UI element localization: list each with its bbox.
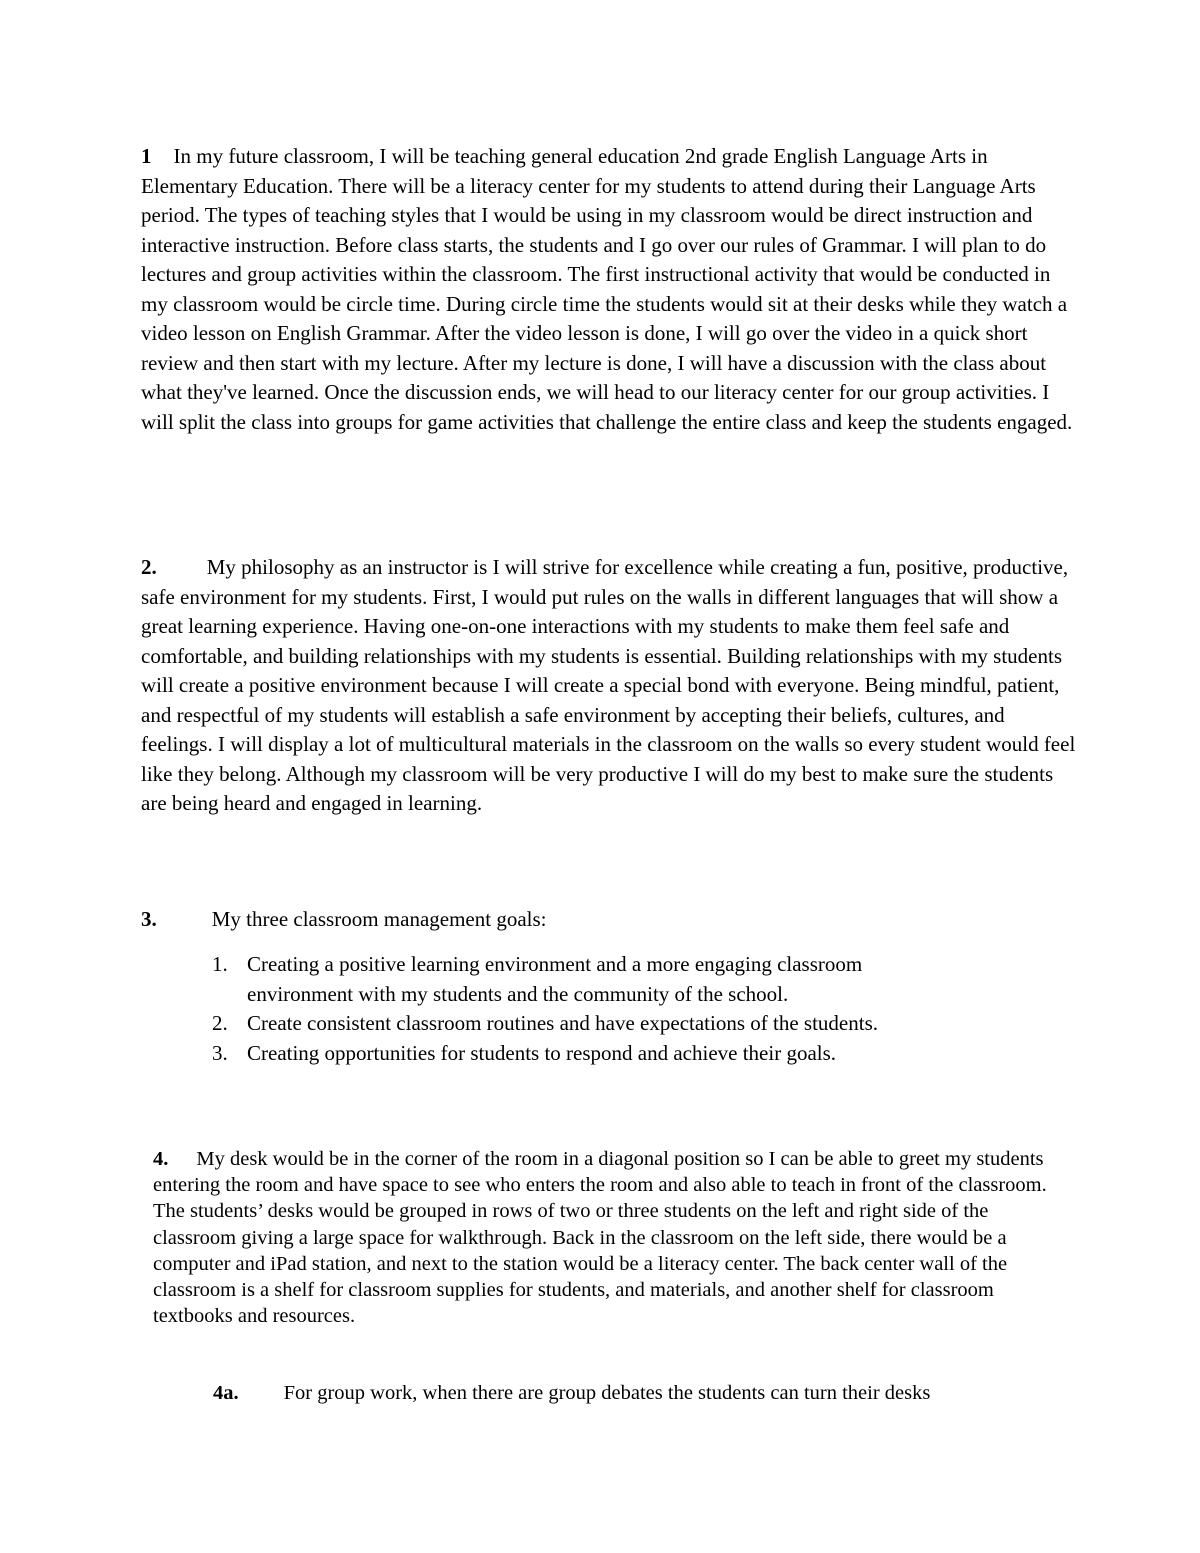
answer-3-heading — [141, 905, 1076, 935]
answer-3-number: 3. — [141, 907, 157, 931]
answer-4a-number: 4a. — [213, 1382, 239, 1404]
answer-2-paragraph — [141, 553, 1076, 819]
answer-2-number: 2. — [141, 555, 157, 579]
goal-text: Create consistent classroom routines and have expectations of the students. — [247, 1011, 878, 1035]
answer-3-text: My three classroom management goals: — [211, 907, 547, 931]
goal-item — [212, 1039, 972, 1069]
goal-number: 2. — [212, 1011, 228, 1035]
answer-4-paragraph — [153, 1146, 1053, 1329]
answer-1-paragraph — [141, 142, 1076, 437]
goal-number: 1. — [212, 952, 228, 976]
answer-1-text: In my future classroom, I will be teaching general education 2nd grade English Language Arts in Elementary Education. There will be a literacy center for my students to attend during their Language Arts period. The types of teaching styles that I would be using in my classroom would be direct instruction and interactive instruction. Before class starts, the students and I go over our rules of Grammar. I will plan to do lectures and group activities within the classroom. The first instructional activity that would be conducted in my classroom would be circle time. During circle time the students would sit at their desks while they watch a video lesson on English Grammar. After the video lesson is done, I will go over the video in a quick short review and then start with my lecture. After my lecture is done, I will have a discussion with the class about what they've learned. Once the discussion ends, we will head to our literacy center for our group activities. I will split the class into groups for game activities that challenge the entire class and keep the students engaged. — [141, 144, 1073, 434]
goal-text: Creating opportunities for students to respond and achieve their goals. — [247, 1040, 837, 1065]
answer-4a-paragraph — [213, 1380, 1073, 1406]
answer-1-number: 1 — [141, 144, 152, 168]
answer-4-text: My desk would be in the corner of the room in a diagonal position so I can be able to greet my students entering the room and have space to see who enters the room and also able to teach in front of the classroom. The students’ desks would be grouped in rows of two or three students on the left and right side of the classroom giving a large space for walkthrough. Back in the classroom on the left side, there would be a computer and iPad station, and next to the station would be a literacy center. The back center wall of the classroom is a shelf for classroom supplies for students, and materials, and another shelf for classroom textbooks and resources. — [153, 1148, 1047, 1328]
answer-4a-text: For group work, when there are group debates the students can turn their desks — [283, 1382, 931, 1404]
goals-list — [212, 950, 972, 1068]
goal-item — [212, 1009, 972, 1039]
goal-item — [212, 950, 972, 1009]
answer-2-text: My philosophy as an instructor is I will strive for excellence while creating a fun, positive, productive, safe environment for my students. First, I would put rules on the walls in different languages that will show a great learning experience. Having one-on-one interactions with my students to make them feel safe and comfortable, and building relationships with my students is essential. Building relationships with my students will create a positive environment because I will create a special bond with everyone. Being mindful, patient, and respectful of my students will establish a safe environment by accepting their beliefs, cultures, and feelings. I will display a lot of multicultural materials in the classroom on the walls so every student would feel like they belong. Although my classroom will be very productive I will do my best to make sure the students are being heard and engaged in learning. — [141, 555, 1076, 815]
answer-4-number: 4. — [153, 1148, 169, 1170]
goal-text: Creating a positive learning environment and a more engaging classroom environment with my students and the community of the school. — [247, 952, 863, 1006]
goal-number: 3. — [212, 1040, 228, 1065]
